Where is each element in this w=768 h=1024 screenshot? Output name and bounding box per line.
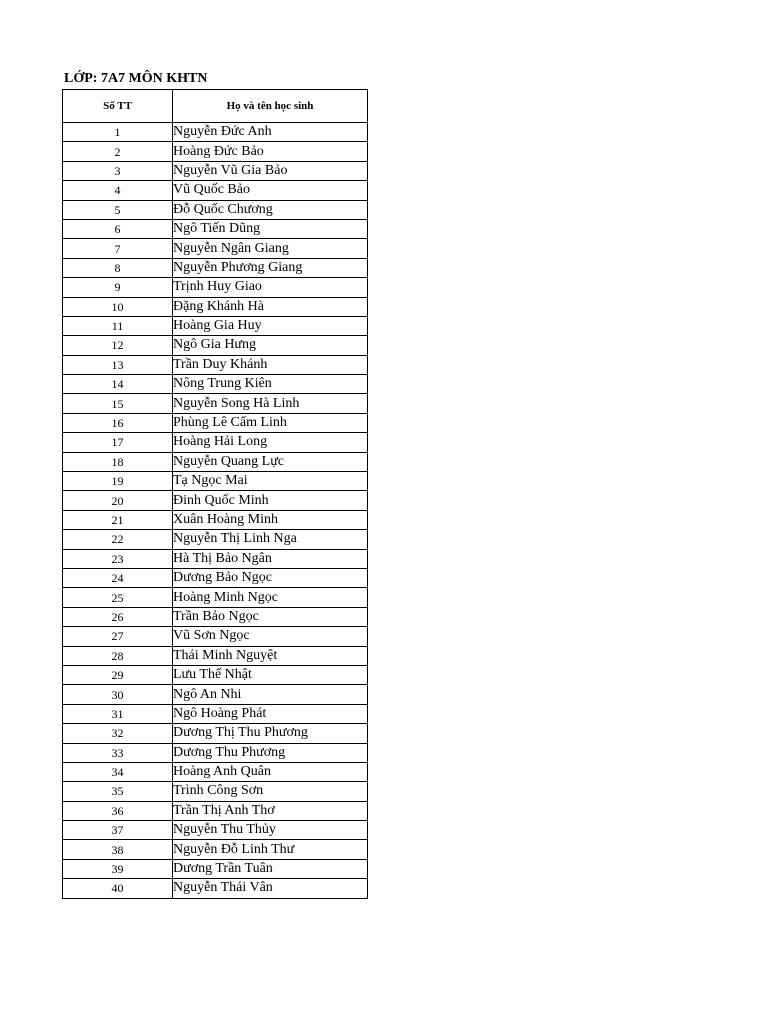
student-number-cell: 15 [63, 394, 173, 413]
table-row [63, 840, 368, 859]
student-name-cell: Nguyễn Quang Lực [173, 452, 368, 471]
student-number-cell: 23 [63, 549, 173, 568]
table-row [63, 704, 368, 723]
student-number-cell: 24 [63, 568, 173, 587]
table-row [63, 685, 368, 704]
table-row [63, 433, 368, 452]
column-header-stt: Số TT [63, 90, 173, 123]
table-row [63, 200, 368, 219]
table-row [63, 607, 368, 626]
student-number-cell: 2 [63, 142, 173, 161]
student-name-cell: Hoàng Gia Huy [173, 316, 368, 335]
student-number-cell: 32 [63, 724, 173, 743]
page-title: LỚP: 7A7 MÔN KHTN [64, 71, 208, 86]
table-row [63, 452, 368, 471]
student-number-cell: 17 [63, 433, 173, 452]
student-name-cell: Đặng Khánh Hà [173, 297, 368, 316]
student-name-cell: Trịnh Huy Giao [173, 278, 368, 297]
student-name-cell: Nguyễn Đỗ Linh Thư [173, 840, 368, 859]
table-body [63, 123, 368, 899]
student-number-cell: 34 [63, 762, 173, 781]
student-name-cell: Xuân Hoàng Minh [173, 510, 368, 529]
student-number-cell: 35 [63, 782, 173, 801]
student-name-cell: Dương Trần Tuân [173, 859, 368, 878]
student-name-cell: Ngô Tiến Dũng [173, 219, 368, 238]
student-name-cell: Trình Công Sơn [173, 782, 368, 801]
student-number-cell: 29 [63, 665, 173, 684]
student-number-cell: 10 [63, 297, 173, 316]
student-table [62, 89, 368, 899]
student-name-cell: Nguyễn Song Hà Linh [173, 394, 368, 413]
student-name-cell: Ngô Hoàng Phát [173, 704, 368, 723]
student-name-cell: Nông Trung Kiên [173, 375, 368, 394]
student-name-cell: Hoàng Minh Ngọc [173, 588, 368, 607]
table-row [63, 801, 368, 820]
student-number-cell: 20 [63, 491, 173, 510]
student-name-cell: Đinh Quốc Minh [173, 491, 368, 510]
student-name-cell: Đỗ Quốc Chương [173, 200, 368, 219]
table-row [63, 219, 368, 238]
student-number-cell: 39 [63, 859, 173, 878]
table-header-row [63, 90, 368, 123]
student-name-cell: Hoàng Hải Long [173, 433, 368, 452]
table-row [63, 336, 368, 355]
student-number-cell: 38 [63, 840, 173, 859]
student-name-cell: Nguyễn Phương Giang [173, 258, 368, 277]
student-name-cell: Nguyễn Thu Thủy [173, 821, 368, 840]
table-row [63, 142, 368, 161]
student-number-cell: 37 [63, 821, 173, 840]
student-number-cell: 9 [63, 278, 173, 297]
table-row [63, 472, 368, 491]
student-name-cell: Vũ Quốc Bảo [173, 181, 368, 200]
student-name-cell: Trần Bảo Ngọc [173, 607, 368, 626]
student-name-cell: Nguyễn Ngân Giang [173, 239, 368, 258]
student-number-cell: 36 [63, 801, 173, 820]
table-row [63, 665, 368, 684]
student-name-cell: Nguyễn Vũ Gia Bảo [173, 161, 368, 180]
student-number-cell: 19 [63, 472, 173, 491]
table-row [63, 627, 368, 646]
student-name-cell: Hoàng Đức Bảo [173, 142, 368, 161]
table-row [63, 588, 368, 607]
table-row [63, 646, 368, 665]
student-name-cell: Phùng Lê Cẩm Linh [173, 413, 368, 432]
table-row [63, 258, 368, 277]
student-number-cell: 30 [63, 685, 173, 704]
student-number-cell: 12 [63, 336, 173, 355]
table-row [63, 375, 368, 394]
student-number-cell: 5 [63, 200, 173, 219]
student-name-cell: Ngô An Nhi [173, 685, 368, 704]
student-name-cell: Nguyễn Đức Anh [173, 123, 368, 142]
student-number-cell: 18 [63, 452, 173, 471]
student-number-cell: 13 [63, 355, 173, 374]
table-row [63, 239, 368, 258]
student-name-cell: Vũ Sơn Ngọc [173, 627, 368, 646]
student-name-cell: Hoàng Anh Quân [173, 762, 368, 781]
student-name-cell: Nguyễn Thị Linh Nga [173, 530, 368, 549]
table-row [63, 879, 368, 898]
table-row [63, 859, 368, 878]
student-number-cell: 3 [63, 161, 173, 180]
student-number-cell: 8 [63, 258, 173, 277]
student-number-cell: 1 [63, 123, 173, 142]
student-number-cell: 6 [63, 219, 173, 238]
table-row [63, 568, 368, 587]
table-row [63, 123, 368, 142]
table-row [63, 161, 368, 180]
student-name-cell: Dương Bảo Ngọc [173, 568, 368, 587]
student-number-cell: 25 [63, 588, 173, 607]
student-number-cell: 16 [63, 413, 173, 432]
table-row [63, 316, 368, 335]
student-number-cell: 4 [63, 181, 173, 200]
student-name-cell: Ngô Gia Hưng [173, 336, 368, 355]
student-name-cell: Nguyễn Thái Vân [173, 879, 368, 898]
table-row [63, 530, 368, 549]
student-number-cell: 33 [63, 743, 173, 762]
student-number-cell: 21 [63, 510, 173, 529]
table-row [63, 413, 368, 432]
column-header-name: Họ và tên học sinh [173, 90, 368, 123]
table-row [63, 510, 368, 529]
table-row [63, 491, 368, 510]
table-row [63, 297, 368, 316]
student-number-cell: 28 [63, 646, 173, 665]
student-number-cell: 26 [63, 607, 173, 626]
student-number-cell: 27 [63, 627, 173, 646]
student-name-cell: Dương Thu Phương [173, 743, 368, 762]
table-row [63, 394, 368, 413]
table-row [63, 181, 368, 200]
student-number-cell: 11 [63, 316, 173, 335]
student-name-cell: Tạ Ngọc Mai [173, 472, 368, 491]
student-name-cell: Lưu Thế Nhật [173, 665, 368, 684]
table-row [63, 724, 368, 743]
table-row [63, 762, 368, 781]
table-row [63, 278, 368, 297]
student-number-cell: 40 [63, 879, 173, 898]
student-name-cell: Trần Thị Anh Thơ [173, 801, 368, 820]
table-row [63, 821, 368, 840]
table-row [63, 355, 368, 374]
student-name-cell: Hà Thị Bảo Ngân [173, 549, 368, 568]
student-number-cell: 22 [63, 530, 173, 549]
student-name-cell: Trần Duy Khánh [173, 355, 368, 374]
student-name-cell: Thái Minh Nguyệt [173, 646, 368, 665]
table-row [63, 549, 368, 568]
student-number-cell: 14 [63, 375, 173, 394]
student-number-cell: 7 [63, 239, 173, 258]
table-row [63, 743, 368, 762]
student-name-cell: Dương Thị Thu Phương [173, 724, 368, 743]
student-number-cell: 31 [63, 704, 173, 723]
table-row [63, 782, 368, 801]
